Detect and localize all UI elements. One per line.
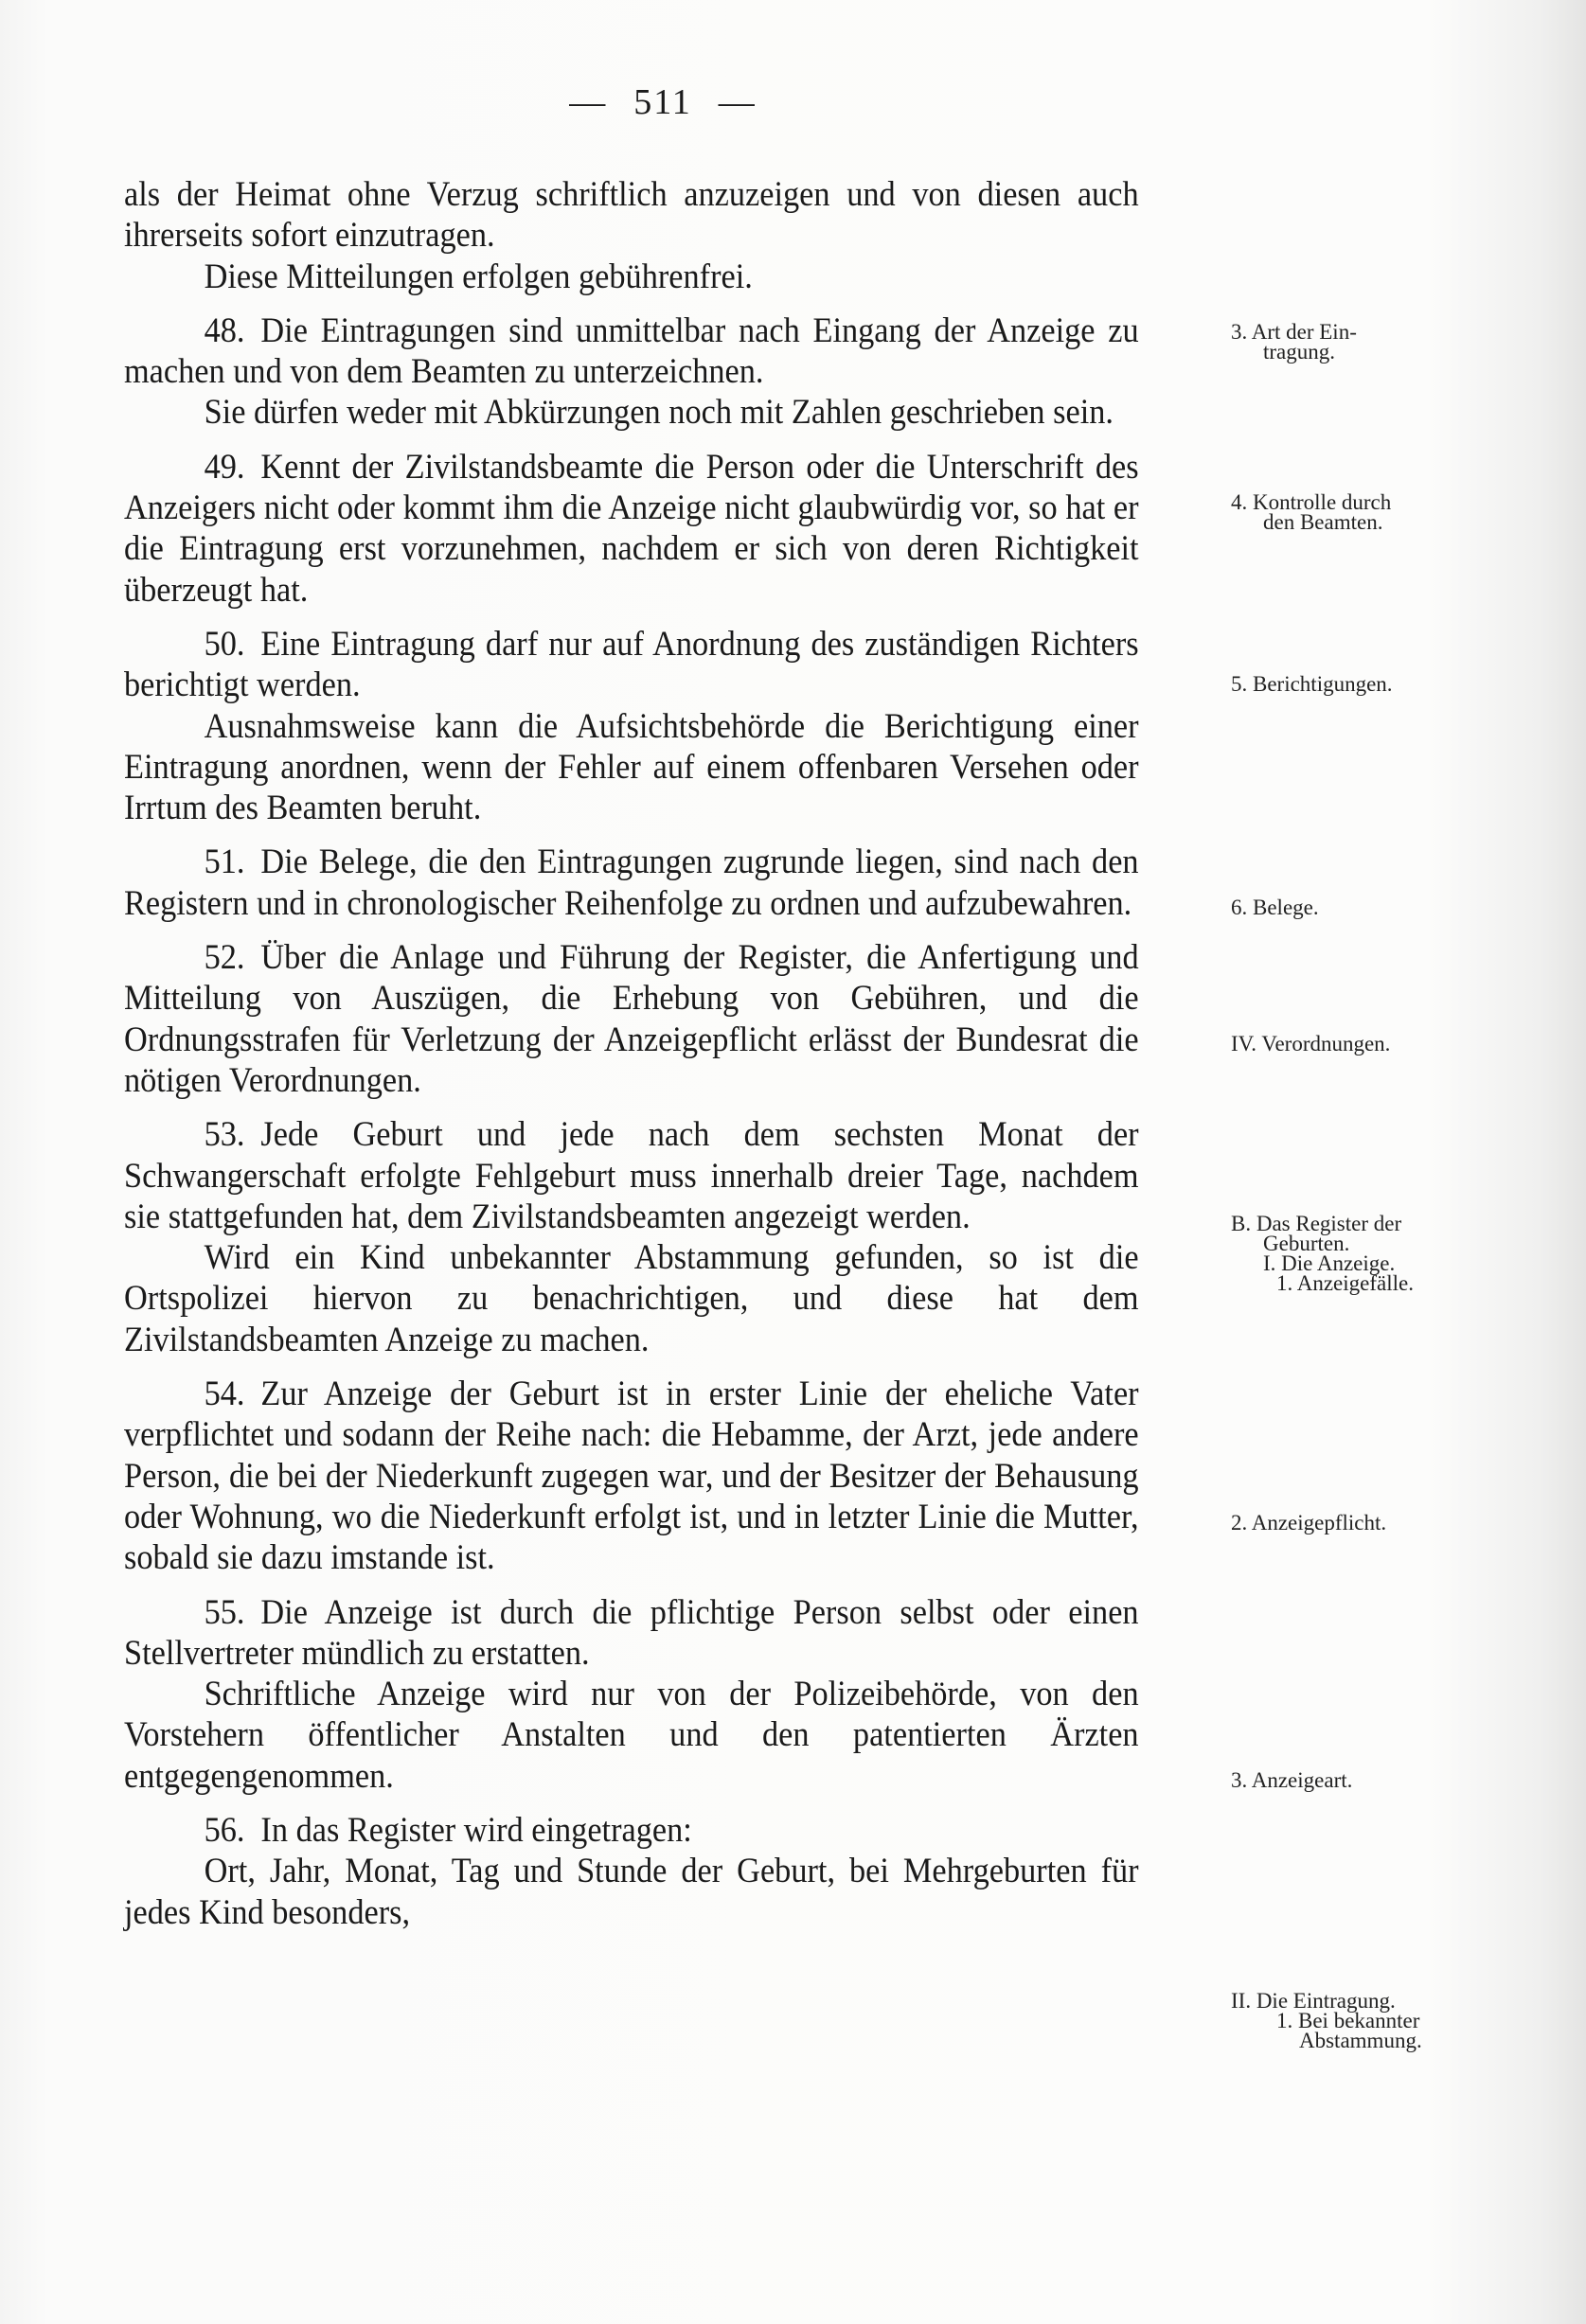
margin-note-line: 3. Anzeigeart. bbox=[1231, 1768, 1353, 1792]
paragraph-text: Zur Anzeige der Geburt ist in erster Linie der eheliche Vater verpflichtet und sodann der Reihe nach: die Hebamme, der Arzt, jede andere Person, die bei der Niederkunft zugegen war, und der Besitzer der Behausung oder Wohnung, wo die Niederkunft erfolgt ist, und in letzter Linie die Mutter, sobald sie dazu imstande ist. bbox=[124, 1374, 1139, 1577]
numbered-paragraph bbox=[124, 1373, 1139, 1577]
margin-note-line: Abstammung. bbox=[1299, 2029, 1422, 2052]
paragraph-text: Schriftliche Anzeige wird nur von der Polizeibehörde, von den Vorstehern öffentlicher Anstalten und den patentierten Ärzten entgegengenommen. bbox=[124, 1674, 1139, 1795]
paragraph-text: Die Belege, die den Eintragungen zugrunde liegen, sind nach den Registern und in chronologischer Reihenfolge zu ordnen und aufzubewahren. bbox=[124, 842, 1139, 922]
margin-note-line: B. Das Register der bbox=[1231, 1212, 1402, 1235]
margin-note-line: 6. Belege. bbox=[1231, 896, 1319, 919]
paragraph-text: als der Heimat ohne Verzug schriftlich anzuzeigen und von diesen auch ihrerseits sofort einzutragen. bbox=[124, 174, 1139, 255]
paragraph-text: Über die Anlage und Führung der Register, die Anfertigung und Mitteilung von Auszügen, die Erhebung von Gebühren, und die Ordnungsstrafen für Verletzung der Anzeigepflicht erlässt der Bundesrat die nötigen Verordnungen. bbox=[124, 937, 1139, 1099]
page-header bbox=[0, 81, 1326, 123]
margin-note bbox=[1231, 492, 1391, 532]
paragraph-text: Diese Mitteilungen erfolgen gebührenfrei. bbox=[204, 256, 753, 295]
margin-note-line: Geburten. bbox=[1263, 1232, 1350, 1255]
paragraph-number: 49. bbox=[204, 446, 245, 486]
header-dash-right: — bbox=[718, 82, 757, 122]
paragraph bbox=[124, 256, 1139, 296]
paragraph bbox=[124, 1673, 1139, 1796]
paragraph-number: 51. bbox=[204, 842, 245, 881]
margin-note-line: den Beamten. bbox=[1263, 510, 1383, 534]
margin-note-line: IV. Verordnungen. bbox=[1231, 1032, 1391, 1056]
margin-note-line: 5. Berichtigungen. bbox=[1231, 672, 1393, 696]
numbered-paragraph bbox=[124, 310, 1139, 392]
margin-note bbox=[1231, 1214, 1414, 1293]
margin-note-line: 2. Anzeigepflicht. bbox=[1231, 1511, 1387, 1535]
numbered-paragraph bbox=[124, 1591, 1139, 1674]
paragraph-number: 56. bbox=[204, 1809, 245, 1849]
numbered-paragraph bbox=[124, 623, 1139, 705]
margin-note bbox=[1231, 322, 1357, 362]
paragraph-text: Wird ein Kind unbekannter Abstammung gefunden, so ist die Ortspolizei hiervon zu benachrichtigen, und diese hat dem Zivilstandsbeamten Anzeige zu machen. bbox=[124, 1237, 1139, 1358]
paragraph-text: Jede Geburt und jede nach dem sechsten Monat der Schwangerschaft erfolgte Fehlgeburt muss innerhalb dreier Tage, nachdem sie stattgefunden hat, dem Zivilstandsbeamten angezeigt werden. bbox=[124, 1114, 1139, 1235]
margin-note bbox=[1231, 1991, 1422, 2050]
paragraph-number: 54. bbox=[204, 1374, 245, 1413]
margin-note bbox=[1231, 1770, 1352, 1790]
paragraph-number: 53. bbox=[204, 1114, 245, 1154]
page-number: 511 bbox=[633, 82, 692, 122]
paragraph-number: 55. bbox=[204, 1591, 245, 1631]
margin-note-line: I. Die Anzeige. bbox=[1263, 1251, 1396, 1275]
paragraph-text: Die Anzeige ist durch die pflichtige Person selbst oder einen Stellvertreter mündlich zu erstatten. bbox=[124, 1591, 1139, 1672]
header-dash-left: — bbox=[569, 82, 608, 122]
margin-note bbox=[1231, 897, 1319, 917]
margin-note bbox=[1231, 674, 1393, 694]
margin-note-line: 1. Anzeigefälle. bbox=[1276, 1271, 1414, 1295]
paragraph bbox=[124, 1236, 1139, 1359]
paragraph-number: 48. bbox=[204, 310, 245, 349]
paragraph-text: Eine Eintragung darf nur auf Anordnung des zuständigen Richters berichtigt werden. bbox=[124, 623, 1139, 704]
paragraph-text: Kennt der Zivilstandsbeamte die Person oder die Unterschrift des Anzeigers nicht oder kommt ihm die Anzeige nicht glaubwürdig vor, so hat er die Eintragung erst vorzunehmen, nachdem er sich von deren Richtigkeit überzeugt hat. bbox=[124, 446, 1139, 609]
numbered-paragraph bbox=[124, 841, 1139, 923]
paragraph bbox=[124, 1850, 1139, 1932]
margin-note bbox=[1231, 1034, 1390, 1054]
paragraph-text: Ort, Jahr, Monat, Tag und Stunde der Geburt, bei Mehrgeburten für jedes Kind besonders, bbox=[124, 1851, 1139, 1931]
margin-note bbox=[1231, 1513, 1386, 1533]
paragraph-number: 52. bbox=[204, 937, 245, 977]
margin-note-line: 3. Art der Ein- bbox=[1231, 320, 1357, 344]
paragraph bbox=[124, 391, 1139, 432]
numbered-paragraph bbox=[124, 1113, 1139, 1236]
paragraph-number: 50. bbox=[204, 623, 245, 663]
margin-note-line: II. Die Eintragung. bbox=[1231, 1989, 1396, 2013]
paragraph-text: Die Eintragungen sind unmittelbar nach Eingang der Anzeige zu machen und von dem Beamten zu unterzeichnen. bbox=[124, 310, 1139, 391]
margin-note-line: 1. Bei bekannter bbox=[1276, 2009, 1420, 2032]
margin-note-line: tragung. bbox=[1263, 340, 1336, 364]
paragraph-text: In das Register wird eingetragen: bbox=[260, 1809, 692, 1849]
paragraph-text: Sie dürfen weder mit Abkürzungen noch mit Zahlen geschrieben sein. bbox=[204, 392, 1114, 432]
paragraph-text: Ausnahmsweise kann die Aufsichtsbehörde die Berichtigung einer Eintragung anordnen, wenn der Fehler auf einem offenbaren Versehen oder Irrtum des Beamten beruht. bbox=[124, 705, 1139, 827]
body-text bbox=[124, 173, 1139, 1932]
paragraph bbox=[124, 705, 1139, 828]
paragraph bbox=[124, 173, 1139, 256]
numbered-paragraph bbox=[124, 446, 1139, 610]
margin-note-line: 4. Kontrolle durch bbox=[1231, 490, 1392, 514]
numbered-paragraph bbox=[124, 1809, 1139, 1850]
numbered-paragraph bbox=[124, 936, 1139, 1100]
